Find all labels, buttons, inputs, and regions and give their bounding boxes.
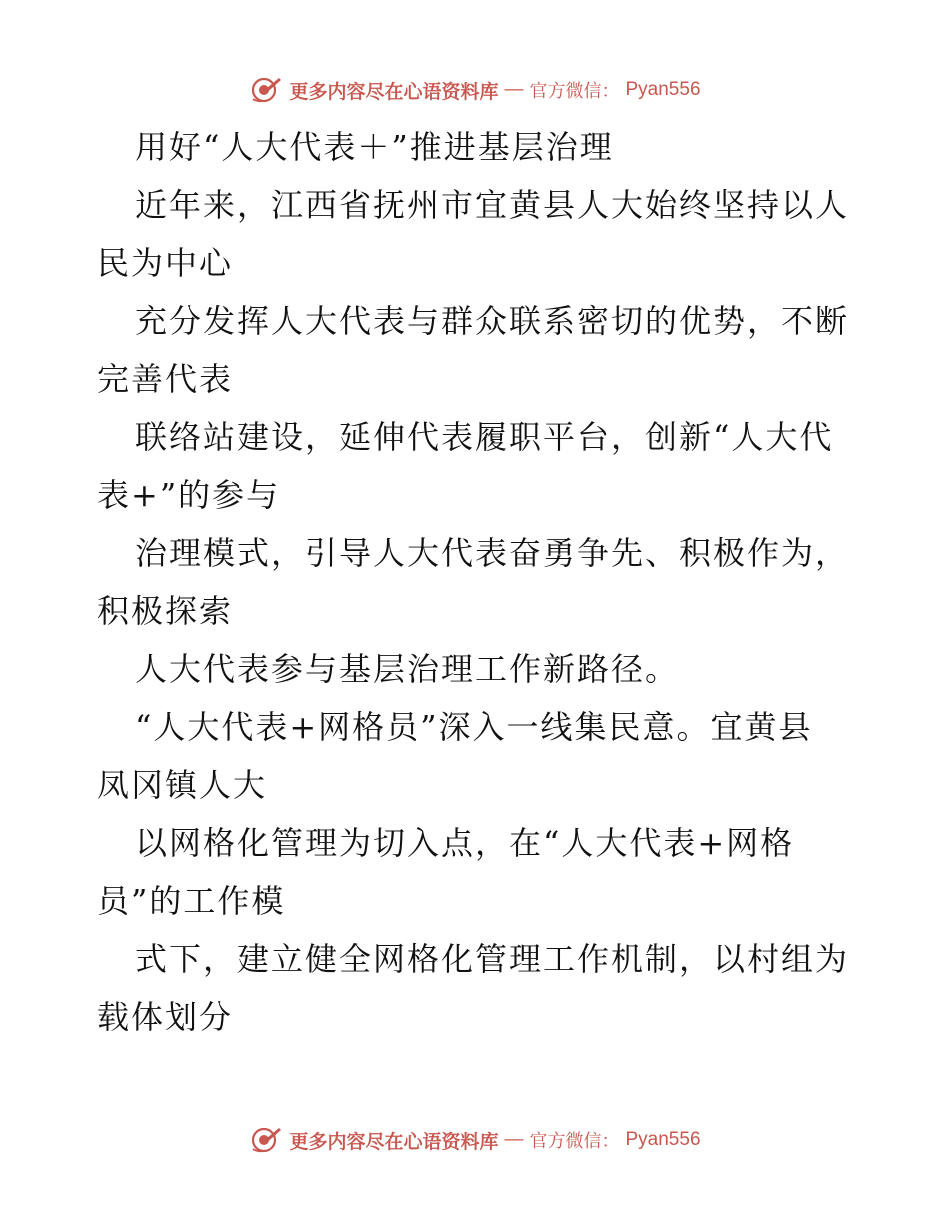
text-line: 式下，建立健全网格化管理工作机制，以村组为 [135, 940, 850, 978]
text-line: 凤冈镇人大 [97, 766, 268, 804]
pen-logo-icon [249, 75, 283, 105]
footer-banner [0, 1120, 950, 1160]
text-line: 治理模式，引导人大代表奋勇争先、积极作为， [135, 534, 850, 572]
banner-wechat-id: Pyan556 [625, 79, 701, 100]
banner-wechat-id: Pyan556 [625, 1129, 701, 1150]
banner-wechat-label: 官方微信： [529, 1131, 620, 1152]
document-body [97, 118, 857, 1046]
document-title: 用好“人大代表＋”推进基层治理 [135, 128, 614, 166]
text-line: 载体划分 [97, 998, 234, 1036]
banner-wechat-label: 官方微信： [529, 81, 620, 102]
banner-separator: — [504, 1129, 524, 1150]
text-line: 民为中心 [97, 244, 234, 282]
text-line: 以网格化管理为切入点，在“人大代表+网格 [135, 824, 795, 862]
pen-logo-icon [249, 1125, 283, 1155]
text-line: 充分发挥人大代表与群众联系密切的优势，不断 [135, 302, 850, 340]
banner-text: 更多内容尽在心语资料库 [289, 80, 499, 103]
text-line: 近年来，江西省抚州市宜黄县人大始终坚持以人 [135, 186, 850, 224]
text-line: 员”的工作模 [97, 882, 286, 920]
text-line: 联络站建设，延伸代表履职平台，创新“人大代 [135, 418, 834, 456]
text-line: 人大代表参与基层治理工作新路径。 [135, 650, 680, 688]
text-line: 表+”的参与 [97, 476, 281, 514]
text-line: “人大代表+网格员”深入一线集民意。宜黄县 [135, 708, 813, 746]
banner-text: 更多内容尽在心语资料库 [289, 1130, 499, 1153]
text-line: 完善代表 [97, 360, 234, 398]
banner-separator: — [504, 79, 524, 100]
text-line: 积极探索 [97, 592, 234, 630]
header-banner [0, 70, 950, 110]
